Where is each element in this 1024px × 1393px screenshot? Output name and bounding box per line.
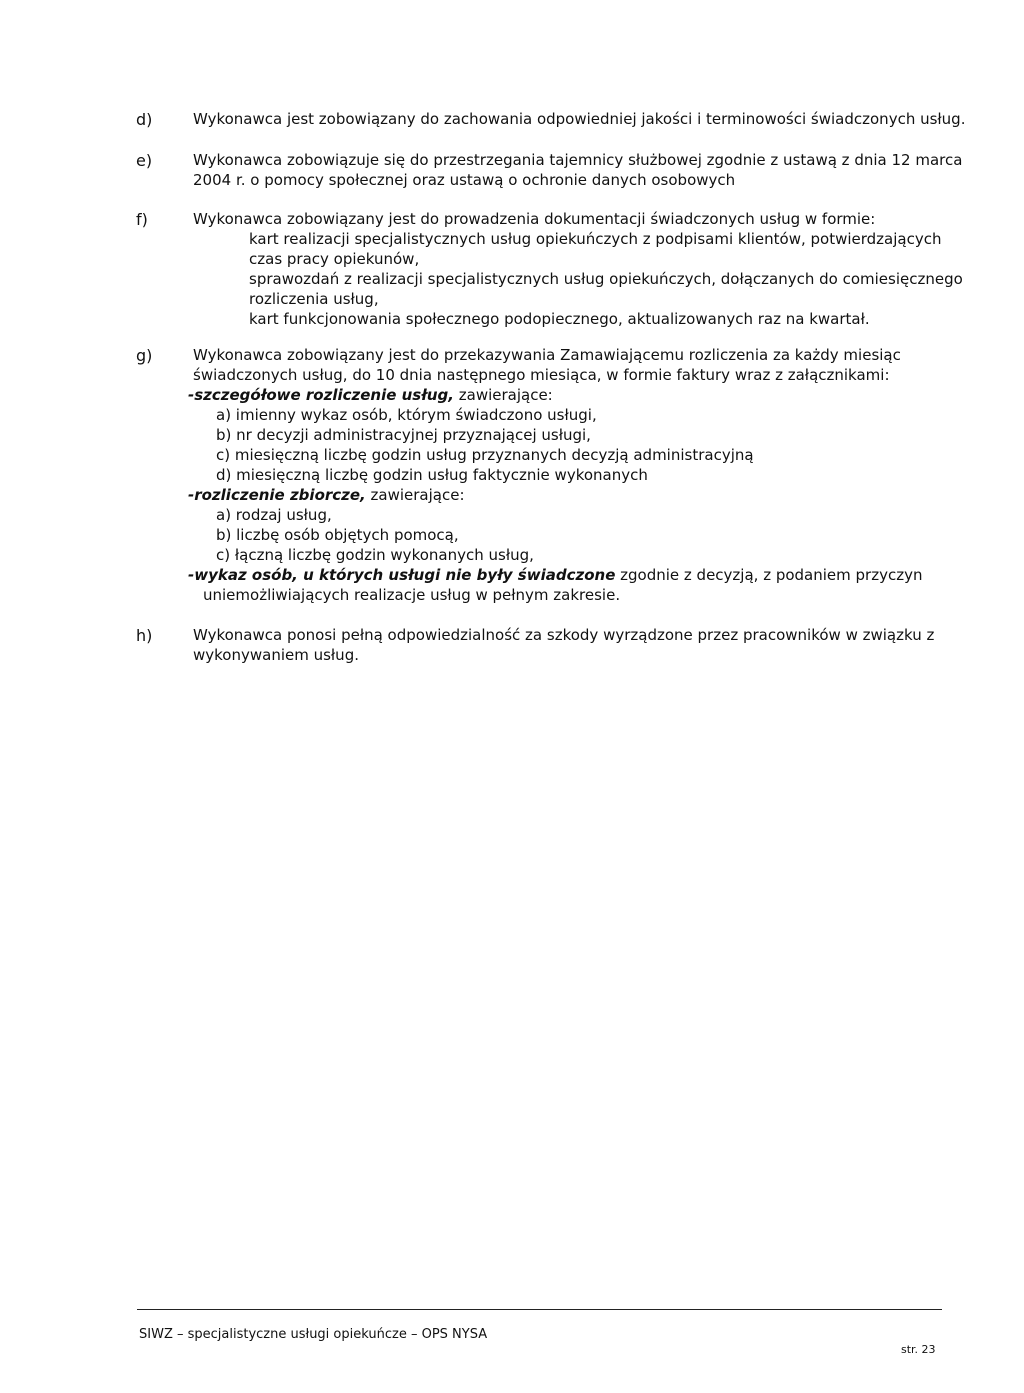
- item-f-subline-5: kart funkcjonowania społecznego podopiecznego, aktualizowanych raz na kwartał.: [249, 310, 870, 328]
- item-label-g: g): [136, 346, 153, 365]
- item-g-line-2: świadczonych usług, do 10 dnia następnego miesiąca, w formie faktury wraz z załącznikami:: [193, 366, 890, 384]
- footer-page-number: str. 23: [901, 1343, 936, 1356]
- summary-settlement-suffix: zawierające:: [365, 486, 465, 504]
- item-h-line-2: wykonywaniem usług.: [193, 646, 359, 664]
- item-f-line-1: Wykonawca zobowiązany jest do prowadzenia dokumentacji świadczonych usług w formie:: [193, 210, 876, 228]
- item-f-subline-2: czas pracy opiekunów,: [249, 250, 420, 268]
- detailed-settlement-heading: [188, 386, 553, 404]
- item-g-line-1: Wykonawca zobowiązany jest do przekazywania Zamawiającemu rozliczenia za każdy miesiąc: [193, 346, 901, 364]
- item-label-e: e): [136, 151, 153, 170]
- detailed-item-a: a) imienny wykaz osób, którym świadczono usługi,: [216, 406, 597, 424]
- summary-item-b: b) liczbę osób objętych pomocą,: [216, 526, 459, 544]
- summary-item-c: c) łączną liczbę godzin wykonanych usług,: [216, 546, 534, 564]
- detailed-item-b: b) nr decyzji administracyjnej przyznającej usługi,: [216, 426, 591, 444]
- item-label-f: f): [136, 210, 148, 229]
- detailed-item-c: c) miesięczną liczbę godzin usług przyznanych decyzją administracyjną: [216, 446, 754, 464]
- unserved-list-continuation: uniemożliwiających realizacje usług w pełnym zakresie.: [203, 586, 621, 604]
- item-d-line-1: Wykonawca jest zobowiązany do zachowania odpowiedniej jakości i terminowości świadczonych usług.: [193, 110, 966, 128]
- footer-divider: [137, 1309, 942, 1310]
- unserved-list-heading: [188, 566, 922, 584]
- detailed-settlement-title: -szczegółowe rozliczenie usług,: [188, 386, 454, 404]
- item-f-subline-1: kart realizacji specjalistycznych usług opiekuńczych z podpisami klientów, potwierdzających: [249, 230, 942, 248]
- detailed-settlement-suffix: zawierające:: [453, 386, 553, 404]
- unserved-list-title: -wykaz osób, u których usługi nie były świadczone: [188, 566, 616, 584]
- summary-settlement-heading: [188, 486, 465, 504]
- item-h-line-1: Wykonawca ponosi pełną odpowiedzialność za szkody wyrządzone przez pracowników w związku z: [193, 626, 935, 644]
- summary-settlement-title: -rozliczenie zbiorcze,: [188, 486, 366, 504]
- item-label-d: d): [136, 110, 153, 129]
- detailed-item-d: d) miesięczną liczbę godzin usług faktycznie wykonanych: [216, 466, 648, 484]
- item-label-h: h): [136, 626, 153, 645]
- item-e-line-2: 2004 r. o pomocy społecznej oraz ustawą o ochronie danych osobowych: [193, 171, 736, 189]
- footer-document-title: SIWZ – specjalistyczne usługi opiekuńcze – OPS NYSA: [139, 1327, 488, 1342]
- item-e-line-1: Wykonawca zobowiązuje się do przestrzegania tajemnicy służbowej zgodnie z ustawą z dnia 12 marca: [193, 151, 963, 169]
- summary-item-a: a) rodzaj usług,: [216, 506, 332, 524]
- item-f-subline-3: sprawozdań z realizacji specjalistycznych usług opiekuńczych, dołączanych do comiesięcznego: [249, 270, 963, 288]
- unserved-list-suffix: zgodnie z decyzją, z podaniem przyczyn: [615, 566, 923, 584]
- item-f-subline-4: rozliczenia usług,: [249, 290, 379, 308]
